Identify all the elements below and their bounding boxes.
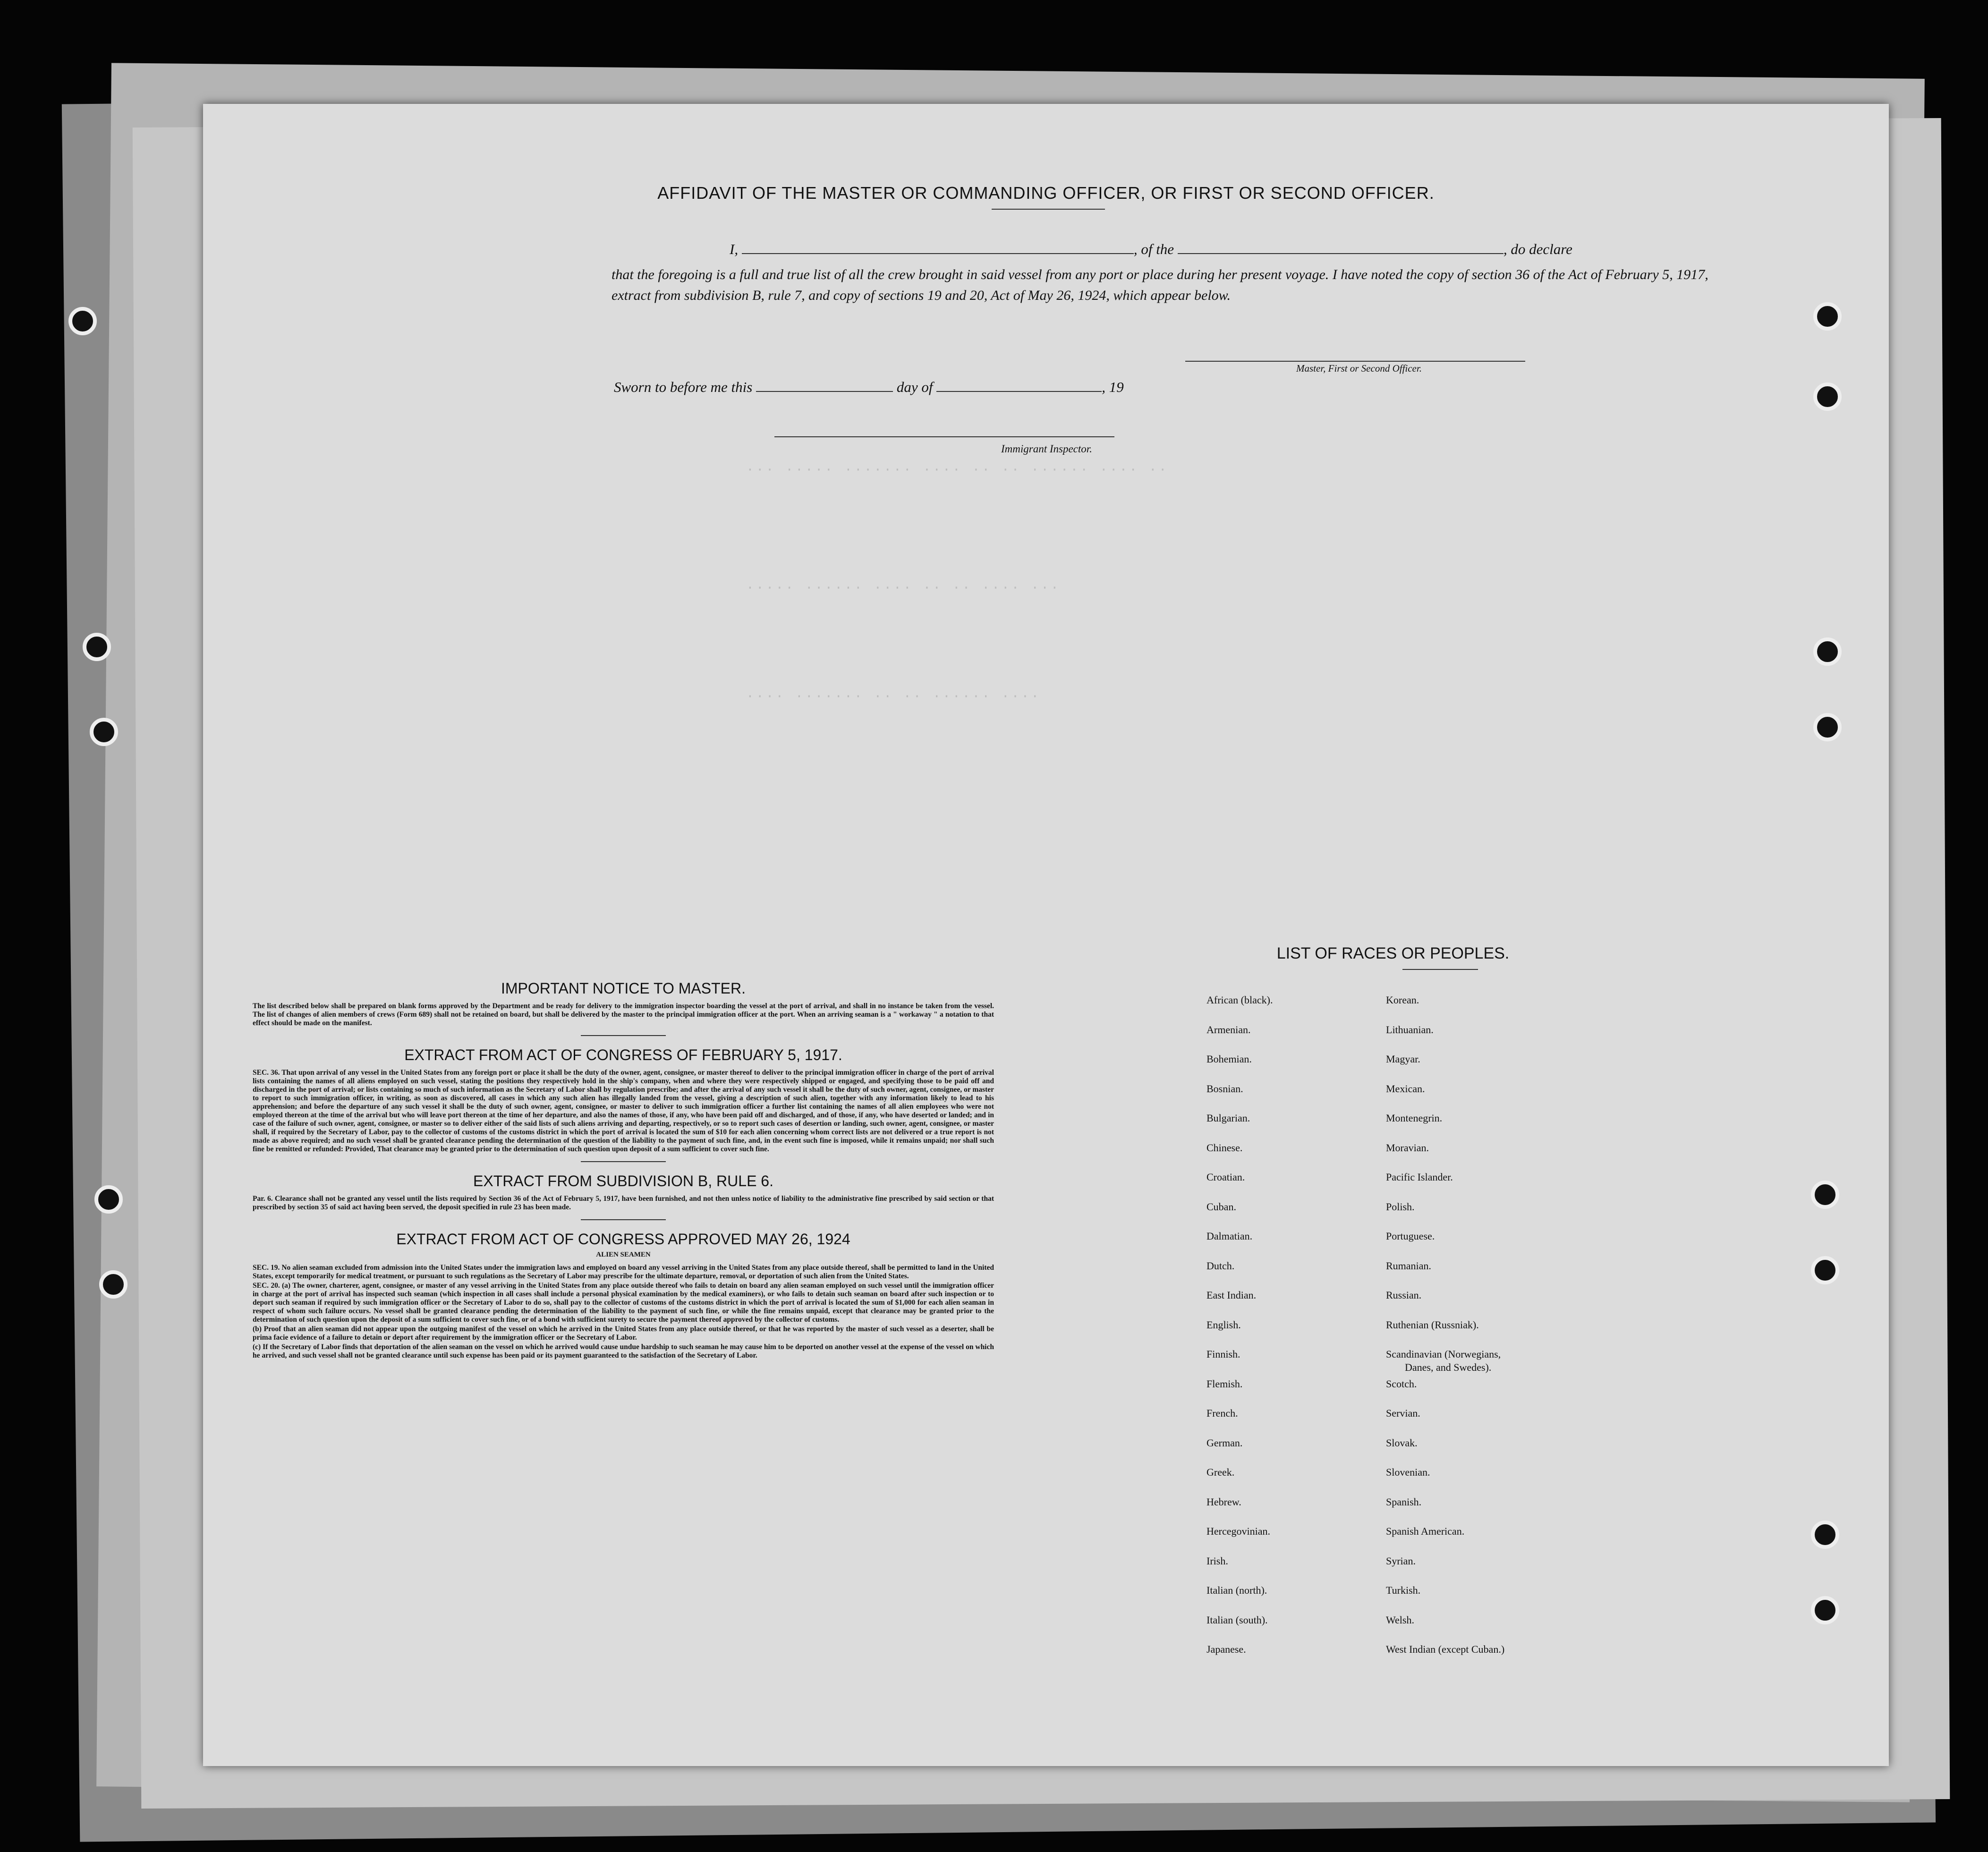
punch-hole-icon — [1813, 302, 1842, 331]
sec20c-text: (c) If the Secretary of Labor finds that deportation of the alien seaman on the vessel on which he arrived would cause undue hardship to such seaman he may cause him to be deported on another vessel at the expense of the vessel on which he arrived, and such vessel shall not be granted clearance until such expense has been paid or its payment guaranteed to the satisfaction of the Secretary of Labor. — [253, 1343, 994, 1359]
punch-hole-icon — [1811, 1181, 1839, 1209]
race-item: Montenegrin. — [1386, 1112, 1443, 1124]
race-item: Italian (south). — [1206, 1614, 1268, 1626]
race-item: Spanish American. — [1386, 1525, 1465, 1537]
declarant-label: I, — [730, 241, 739, 257]
race-item: Portuguese. — [1386, 1230, 1435, 1242]
divider — [992, 209, 1105, 210]
bleed-through-text: ····· ······ ···· ·· ·· ···· ··· — [746, 581, 1061, 595]
inspector-caption: Immigrant Inspector. — [1001, 443, 1092, 455]
sec20a-text: SEC. 20. (a) The owner, charterer, agent, consignee, or master of any vessel arriving in the United States from any place outside thereof who fails to detain on board any alien seaman employed on such vessel until the immigration officer in charge at the port of arrival has inspected such seaman (which inspection in all cases shall include a personal physical examination by the medical examiners), or who fails to detain such seaman on board after such inspection or to deport such seaman if required by such immigration officer or the Secretary of Labor to do so, shall pay to the collector of customs of the customs district in which the port of arrival is located the sum of $1,000 for each alien seaman in respect of whom such failure occurs. No vessel shall be granted clearance pending the determination of the liability to the payment of such fine, or while the fine remains unpaid, except that clearance may be granted prior to the determination of such question upon the deposit of a sum sufficient to cover such fine, or of a bond with sufficient surety to secure the payment thereof approved by the collector of customs. — [253, 1282, 994, 1324]
notice-section — [253, 980, 994, 1360]
race-item: Bosnian. — [1206, 1082, 1243, 1095]
declarant-name-field[interactable] — [742, 243, 1134, 254]
vessel-label: , of the — [1133, 241, 1174, 257]
notice-text: The list described below shall be prepared on blank forms approved by the Department and be ready for delivery to the immigration inspector boarding the vessel at the port of arrival, and shall in no instance be taken from the vessel. The list of changes of alien members of crews (Form 689) shall not be retained on board, but shall be delivered by the master to the principal immigration officer at the port. When an arriving seaman is a " workaway " a notation to that effect should be made on the manifest. — [253, 1002, 994, 1027]
race-item: Finnish. — [1206, 1348, 1240, 1360]
divider — [581, 1219, 666, 1220]
race-item: Welsh. — [1386, 1614, 1414, 1626]
punch-hole-icon — [1813, 637, 1842, 666]
punch-hole-icon — [1813, 713, 1842, 741]
race-item: Moravian. — [1386, 1141, 1429, 1154]
race-item: Servian. — [1386, 1407, 1420, 1419]
affidavit-line1 — [730, 241, 1572, 258]
race-item: Hebrew. — [1206, 1495, 1241, 1508]
bleed-through-text: ··· ····· ······· ···· ·· ·· ······ ···· ·· — [746, 463, 1169, 477]
inspector-signature-field[interactable] — [774, 426, 1114, 437]
sworn-line — [614, 379, 1124, 396]
signature-caption: Master, First or Second Officer. — [1296, 363, 1422, 374]
race-item: Pacific Islander. — [1386, 1171, 1453, 1183]
rule6-text: Par. 6. Clearance shall not be granted any vessel until the lists required by Section 36 of the Act of February 5, 1917, have been furnished, and not then unless notice of liability to the administrative fine prescribed by said section or that prescribed by section 35 of said act having been served, the deposit specified in rule 23 has been made. — [253, 1195, 994, 1211]
race-item: Ruthenian (Russniak). — [1386, 1318, 1479, 1331]
race-item: Slovenian. — [1386, 1466, 1430, 1478]
rule6-title: EXTRACT FROM SUBDIVISION B, RULE 6. — [473, 1172, 773, 1189]
sworn-month-field[interactable] — [936, 381, 1102, 392]
race-item: Cuban. — [1206, 1200, 1236, 1213]
race-item: Bohemian. — [1206, 1053, 1252, 1065]
form-sheet — [203, 104, 1889, 1766]
race-item: Japanese. — [1206, 1643, 1246, 1655]
races-title: LIST OF RACES OR PEOPLES. — [1276, 944, 1510, 962]
race-item: West Indian (except Cuban.) — [1386, 1643, 1505, 1655]
sec19-text: SEC. 19. No alien seaman excluded from admission into the United States under the immigration laws and employed on board any vessel arriving in the United States from any place outside thereof, shall be permitted to land in the United States, except temporarily for medical treatment, or pursuant to such regulations as the Secretary of Labor may prescribe for the ultimate departure, removal, or deportation of such alien from the United States. — [253, 1264, 994, 1280]
race-item: Russian. — [1386, 1289, 1422, 1301]
race-item: Irish. — [1206, 1555, 1228, 1567]
divider — [581, 1161, 666, 1162]
bleed-through-text: ···· ······· ·· ·· ······ ···· — [746, 689, 1041, 704]
affidavit-title: AFFIDAVIT OF THE MASTER OR COMMANDING OFFICER, OR FIRST OR SECOND OFFICER. — [657, 183, 1435, 203]
punch-hole-icon — [94, 1185, 123, 1214]
extract-1917-title: EXTRACT FROM ACT OF CONGRESS OF FEBRUARY 5, 1917. — [404, 1046, 842, 1063]
race-item: French. — [1206, 1407, 1238, 1419]
sworn-day-of: day of — [896, 379, 933, 395]
punch-hole-icon — [99, 1270, 127, 1299]
master-signature-field[interactable] — [1185, 350, 1525, 362]
race-item: Flemish. — [1206, 1377, 1243, 1390]
race-item: Magyar. — [1386, 1053, 1420, 1065]
punch-hole-icon — [68, 307, 97, 335]
race-item: Slovak. — [1386, 1436, 1418, 1449]
race-item: Italian (north). — [1206, 1584, 1267, 1596]
race-item: East Indian. — [1206, 1289, 1257, 1301]
race-item: Mexican. — [1386, 1082, 1425, 1095]
race-item: Dutch. — [1206, 1259, 1235, 1272]
race-item: Danes, and Swedes). — [1405, 1361, 1492, 1373]
race-item: English. — [1206, 1318, 1241, 1331]
vessel-name-field[interactable] — [1178, 243, 1504, 254]
punch-hole-icon — [1811, 1256, 1839, 1284]
affidavit-body: that the foregoing is a full and true list of all the crew brought in said vessel from any port or place during her present voyage. I have noted the copy of section 36 of the Act of February 5, 1917, extract from subdivision B, rule 7, and copy of sections 19 and 20, Act of May 26, 1924, which appear below. — [612, 267, 1708, 303]
divider — [1402, 969, 1478, 970]
sworn-prefix: Sworn to before me this — [614, 379, 753, 395]
race-item: Syrian. — [1386, 1555, 1416, 1567]
race-item: Greek. — [1206, 1466, 1235, 1478]
race-item: Polish. — [1386, 1200, 1415, 1213]
punch-hole-icon — [90, 718, 118, 746]
race-item: Rumanian. — [1386, 1259, 1431, 1272]
race-item: Chinese. — [1206, 1141, 1243, 1154]
race-item: Lithuanian. — [1386, 1023, 1434, 1036]
race-item: Spanish. — [1386, 1495, 1422, 1508]
punch-hole-icon — [1811, 1521, 1839, 1549]
extract-1924-title: EXTRACT FROM ACT OF CONGRESS APPROVED MAY 26, 1924 — [396, 1231, 850, 1248]
punch-hole-icon — [1811, 1596, 1839, 1624]
race-item: Turkish. — [1386, 1584, 1421, 1596]
race-item: Bulgarian. — [1206, 1112, 1250, 1124]
sworn-year: , 19 — [1102, 379, 1124, 395]
race-item: Hercegovinian. — [1206, 1525, 1270, 1537]
race-item: Scotch. — [1386, 1377, 1417, 1390]
race-item: Armenian. — [1206, 1023, 1251, 1036]
race-item: Scandinavian (Norwegians, — [1386, 1348, 1501, 1360]
sec20b-text: (b) Proof that an alien seaman did not appear upon the outgoing manifest of the vessel on which he arrived in the United States from any place outside thereof, or that he was reported by the master of such vessel as a deserter, shall be prima facie evidence of a failure to detain or deport after requirement by the immigration officer or the Secretary of Labor. — [253, 1325, 994, 1342]
punch-hole-icon — [83, 633, 111, 661]
race-item: African (black). — [1206, 994, 1273, 1006]
punch-hole-icon — [1813, 382, 1842, 411]
race-item: Korean. — [1386, 994, 1419, 1006]
declare-label: , do declare — [1503, 241, 1572, 257]
divider — [581, 1035, 666, 1036]
notice-title: IMPORTANT NOTICE TO MASTER. — [501, 980, 746, 997]
race-item: Dalmatian. — [1206, 1230, 1253, 1242]
extract-1917-text: SEC. 36. That upon arrival of any vessel in the United States from any foreign port or place it shall be the duty of the owner, agent, consignee, or master thereof to deliver to the principal immigration officer in charge of the port of arrival lists containing the names of all aliens employed on such vessel, stating the positions they respectively hold in the ship's company, when and where they were respectively shipped or engaged, and specifying those to be paid off and discharged in the port of arrival; or lists containing so much of such information as the Secretary of Labor shall by regulation prescribe; and after the arrival of any such vessel it shall be the duty of such owner, agent, consignee, or master to report to such immigration officer, in writing, as soon as discovered, all cases in which any such alien has illegally landed from the vessel, giving a description of such alien, together with any information likely to lead to his apprehension; and before the departure of any such vessel it shall be the duty of such owner, agent, consignee, or master to deliver to such immigration officer a further list containing the names of all alien employees who were not employed thereon at the time of the arrival but who will leave port thereon at the time of her departure, and also the names of those, if any, who have been paid off and discharged, and of those, if any, who have deserted or landed; and in case of the failure of such owner, agent, consignee, or master so to deliver either of the said lists of such aliens arriving and departing, respectively, or so to report such cases of desertion or landing, such owner, agent, consignee, or master shall, if required by the Secretary of Labor, pay to the collector of customs of the customs district in which the port of arrival is located the sum of $10 for each alien concerning whom correct lists are not delivered or a true report is not made as above required; and no such vessel shall be granted clearance pending the determination of the question of the liability to the payment of such fine, and, in the event such fine is imposed, while it remains unpaid; nor shall such fine be remitted or refunded: Provided, That clearance may be granted prior to the determination of such question upon deposit of a sum sufficient to cover such fine. — [253, 1069, 994, 1153]
race-item: German. — [1206, 1436, 1243, 1449]
race-item: Croatian. — [1206, 1171, 1245, 1183]
sworn-day-field[interactable] — [756, 381, 893, 392]
races-section — [1206, 944, 1561, 1655]
alien-seamen-subtitle: ALIEN SEAMEN — [596, 1251, 651, 1258]
